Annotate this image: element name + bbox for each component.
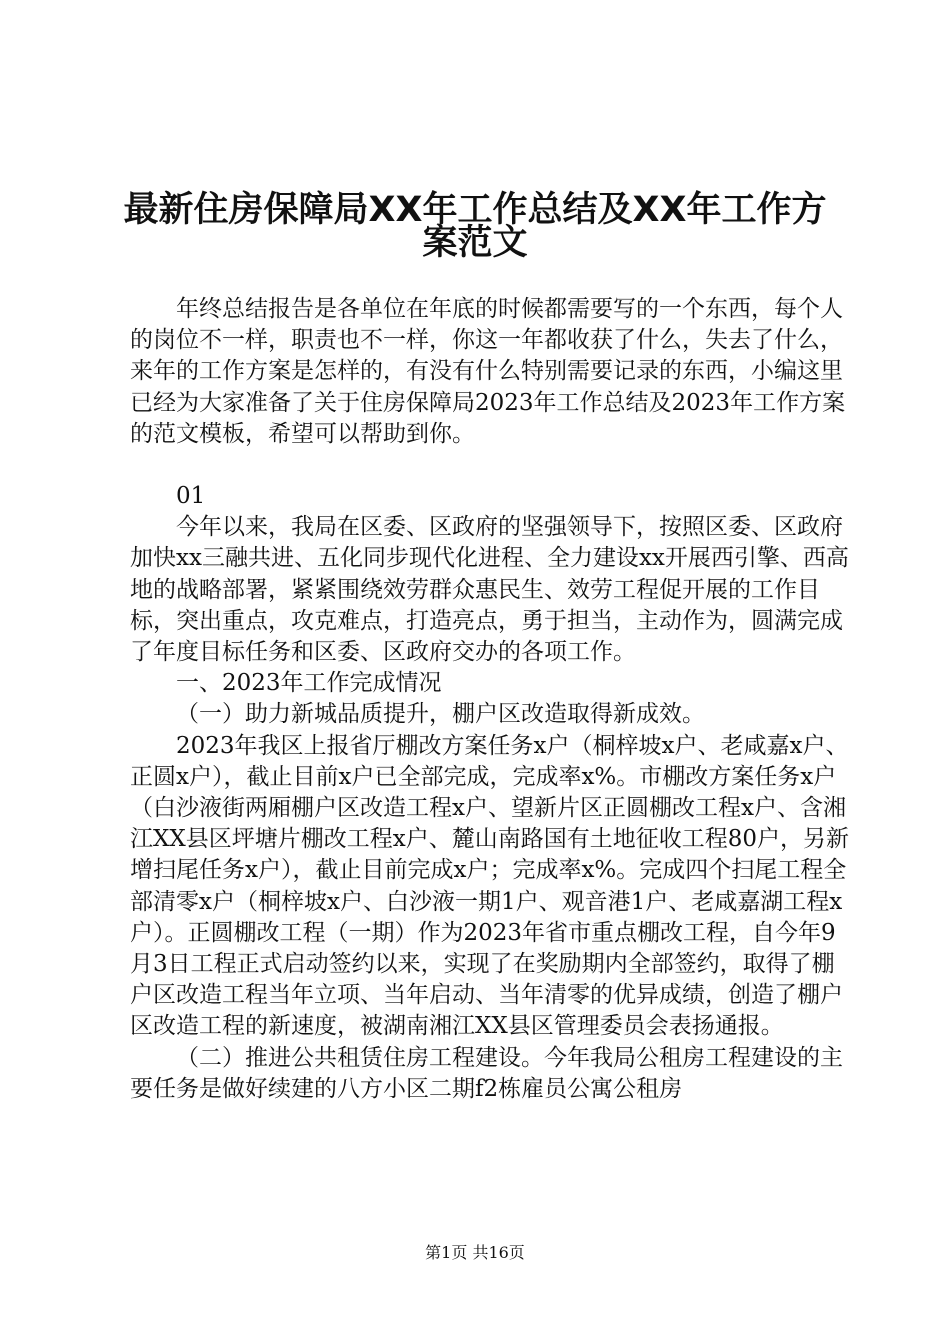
page-footer: 第1页 共16页 <box>425 1243 525 1262</box>
heading-1: 一、2023年工作完成情况 <box>176 670 442 697</box>
document-title-line1: 最新住房保障局XX年工作总结及XX年工作方 <box>123 190 827 230</box>
document-body <box>130 294 850 1105</box>
paragraph-2: 2023年我区上报省厅棚改方案任务x户（桐梓坡x户、老咸嘉x户、正圆x户），截止目前x户已全部完成，完成率x%。市棚改方案任务x户（白沙液街两厢棚户区改造工程x户、望新片区正圆棚改工程x户、含湘江XX县区坪塘片棚改工程x户、麓山南路国有土地征收工程80户，另新增扫尾任务x户），截止目前完成x户；完成率x%。完成四个扫尾工程全部清零x户（桐梓坡x户、白沙液一期1户、观音港1户、老咸嘉湖工程x户）。正圆棚改工程（一期）作为2023年省市重点棚改工程，自今年9月3日工程正式启动签约以来，实现了在奖励期内全部签约，取得了棚户区改造工程当年立项、当年启动、当年清零的优异成绩，创造了棚户区改造工程的新速度，被湖南湘江XX县区管理委员会表扬通报。 <box>130 732 849 1040</box>
document-title-line2: 案范文 <box>422 223 528 263</box>
paragraph-gap <box>130 450 850 481</box>
intro-paragraph: 年终总结报告是各单位在年底的时候都需要写的一个东西，每个人的岗位不一样，职责也不一样，你这一年都收获了什么，失去了什么，来年的工作方案是怎样的，有没有什么特别需要记录的东西，小编这里已经为大家准备了关于住房保障局2023年工作总结及2023年工作方案的范文模板，希望可以帮助到你。 <box>130 296 846 447</box>
section-number: 01 <box>176 483 206 510</box>
subheading-1: （一）助力新城品质提升，棚户区改造取得新成效。 <box>176 701 705 728</box>
paragraph-3: （二）推进公共租赁住房工程建设。今年我局公租房工程建设的主要任务是做好续建的八方小区二期f2栋雇员公寓公租房 <box>130 1044 843 1102</box>
paragraph-1: 今年以来，我局在区委、区政府的坚强领导下，按照区委、区政府加快xx三融共进、五化同步现代化进程、全力建设xx开展西引擎、西高地的战略部署，紧紧围绕效劳群众惠民生、效劳工程促开展的工作目标，突出重点，攻克难点，打造亮点，勇于担当，主动作为，圆满完成了年度目标任务和区委、区政府交办的各项工作。 <box>130 514 849 666</box>
